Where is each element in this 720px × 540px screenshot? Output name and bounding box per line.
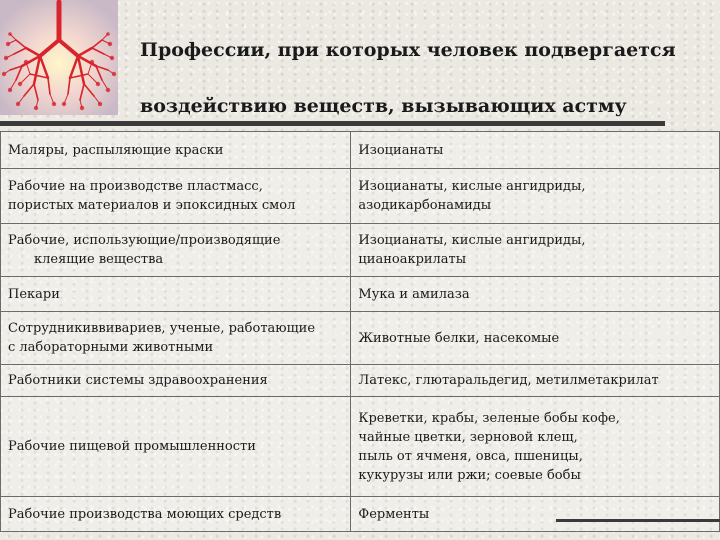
occupations-table <box>0 131 720 532</box>
table-row <box>1 224 720 277</box>
table-row <box>1 497 720 532</box>
agent-cell: Мука и амилаза <box>351 277 720 312</box>
occupation-cell: Пекари <box>1 277 351 312</box>
agent-cell: Изоцианаты <box>351 132 720 169</box>
table-row <box>1 169 720 224</box>
agent-cell: Латекс, глютаральдегид, метилметакрилат <box>351 365 720 397</box>
occupation-cell: Рабочие производства моющих средств <box>1 497 351 532</box>
occupation-cell: Работники системы здравоохранения <box>1 365 351 397</box>
table-row <box>1 312 720 365</box>
table-row <box>1 365 720 397</box>
occupation-cell: Сотрудникиввивариев, ученые, работающие с лабораторными животными <box>1 312 351 365</box>
occupation-cell: Рабочие, использующие/производящие клеящие вещества <box>1 224 351 277</box>
agent-cell: Изоцианаты, кислые ангидриды, цианоакрилаты <box>351 224 720 277</box>
lungs-icon <box>0 0 118 115</box>
footer-divider <box>556 519 720 522</box>
table-row <box>1 397 720 497</box>
title-divider <box>0 121 665 126</box>
title-line-1: Профессии, при которых человек подвергается <box>140 39 676 61</box>
agent-cell: Изоцианаты, кислые ангидриды, азодикарбонамиды <box>351 169 720 224</box>
table-row <box>1 132 720 169</box>
agent-cell: Животные белки, насекомые <box>351 312 720 365</box>
occupation-cell: Рабочие на производстве пластмасс, пористых материалов и эпоксидных смол <box>1 169 351 224</box>
title-line-2: воздействию веществ, вызывающих астму <box>140 95 627 117</box>
occupation-cell: Маляры, распыляющие краски <box>1 132 351 169</box>
table-row <box>1 277 720 312</box>
agent-cell: Ферменты <box>351 497 720 532</box>
slide-title <box>140 22 700 134</box>
agent-cell: Креветки, крабы, зеленые бобы кофе, чайные цветки, зерновой клещ, пыль от ячменя, овса, пшеницы, кукурузы или ржи; соевые бобы <box>351 397 720 497</box>
occupation-cell: Рабочие пищевой промышленности <box>1 397 351 497</box>
